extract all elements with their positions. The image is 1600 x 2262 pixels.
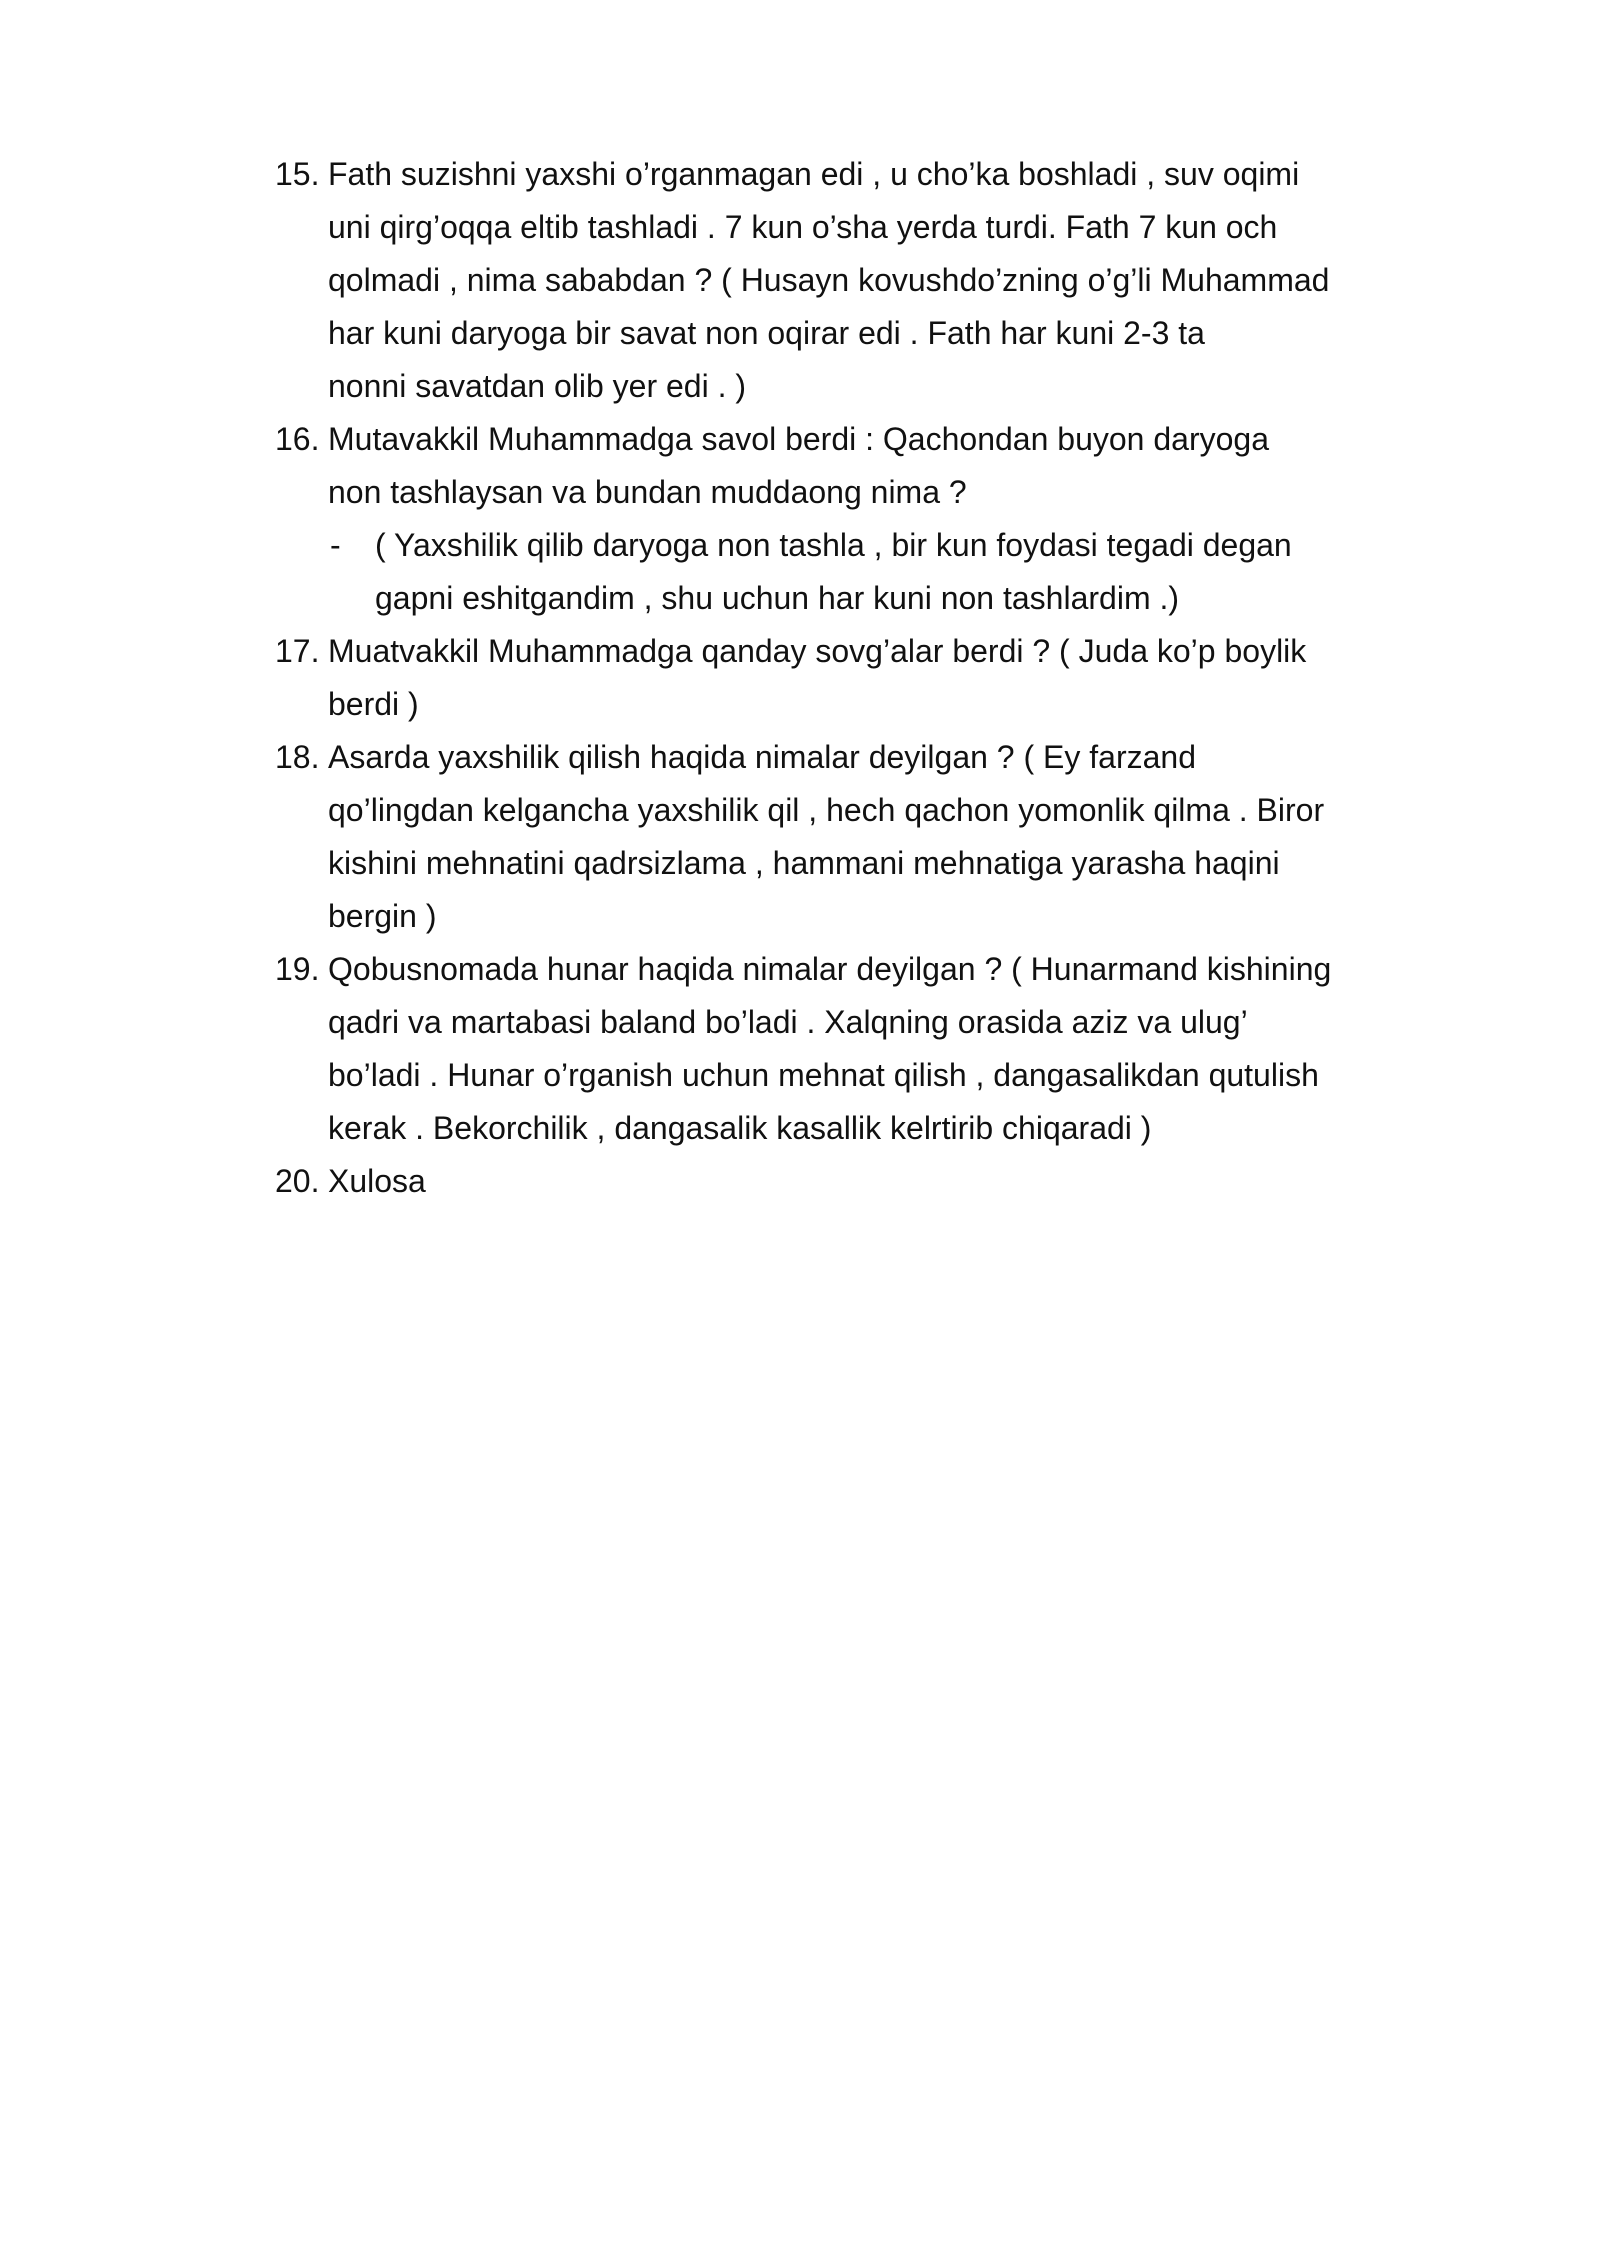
item-number: 17.: [275, 633, 320, 669]
item-text-line: har kuni daryoga bir savat non oqirar edi . Fath har kuni 2-3 ta: [328, 315, 1205, 351]
item-text-line: Qobusnomada hunar haqida nimalar deyilgan ? ( Hunarmand kishining: [328, 951, 1332, 987]
item-text-line: Xulosa: [328, 1163, 426, 1199]
item-text-line: kerak . Bekorchilik , dangasalik kasallik kelrtirib chiqaradi ): [328, 1110, 1152, 1146]
list-item-16: [275, 413, 1505, 519]
item-text-line: bergin ): [328, 898, 437, 934]
item-text-line: qolmadi , nima sababdan ? ( Husayn kovushdo’zning o’g’li Muhammad: [328, 262, 1330, 298]
item-number: 16.: [275, 421, 320, 457]
item-number: 18.: [275, 739, 320, 775]
numbered-list: [275, 148, 1505, 1208]
list-item-18: [275, 731, 1505, 943]
item-text-line: uni qirg’oqqa eltib tashladi . 7 kun o’sha yerda turdi. Fath 7 kun och: [328, 209, 1278, 245]
item-text-line: Muatvakkil Muhammadga qanday sovg’alar berdi ? ( Juda ko’p boylik: [328, 633, 1307, 669]
item-text-line: non tashlaysan va bundan muddaong nima ?: [328, 474, 967, 510]
item-text-line: berdi ): [328, 686, 419, 722]
item-number: 19.: [275, 951, 320, 987]
list-item-15: [275, 148, 1505, 413]
item-number: 20.: [275, 1163, 320, 1199]
item-text-line: qo’lingdan kelgancha yaxshilik qil , hech qachon yomonlik qilma . Biror: [328, 792, 1325, 828]
list-item-19: [275, 943, 1505, 1155]
item-text-line: qadri va martabasi baland bo’ladi . Xalqning orasida aziz va ulug’: [328, 1004, 1248, 1040]
item-text-line: nonni savatdan olib yer edi . ): [328, 368, 747, 404]
list-item-17: [275, 625, 1505, 731]
item-text-line: Fath suzishni yaxshi o’rganmagan edi , u cho’ka boshladi , suv oqimi: [328, 156, 1300, 192]
dash-marker: -: [330, 527, 341, 563]
list-item-20: [275, 1155, 1505, 1208]
item-number: 15.: [275, 156, 320, 192]
item-text-line: Mutavakkil Muhammadga savol berdi : Qachondan buyon daryoga: [328, 421, 1269, 457]
sub-text-line: gapni eshitgandim , shu uchun har kuni non tashlardim .): [375, 580, 1180, 616]
sub-answer-16: [275, 519, 1505, 625]
sub-text-line: ( Yaxshilik qilib daryoga non tashla , bir kun foydasi tegadi degan: [375, 527, 1292, 563]
item-text-line: bo’ladi . Hunar o’rganish uchun mehnat qilish , dangasalikdan qutulish: [328, 1057, 1319, 1093]
item-text-line: kishini mehnatini qadrsizlama , hammani mehnatiga yarasha haqini: [328, 845, 1280, 881]
item-text-line: Asarda yaxshilik qilish haqida nimalar deyilgan ? ( Ey farzand: [328, 739, 1196, 775]
